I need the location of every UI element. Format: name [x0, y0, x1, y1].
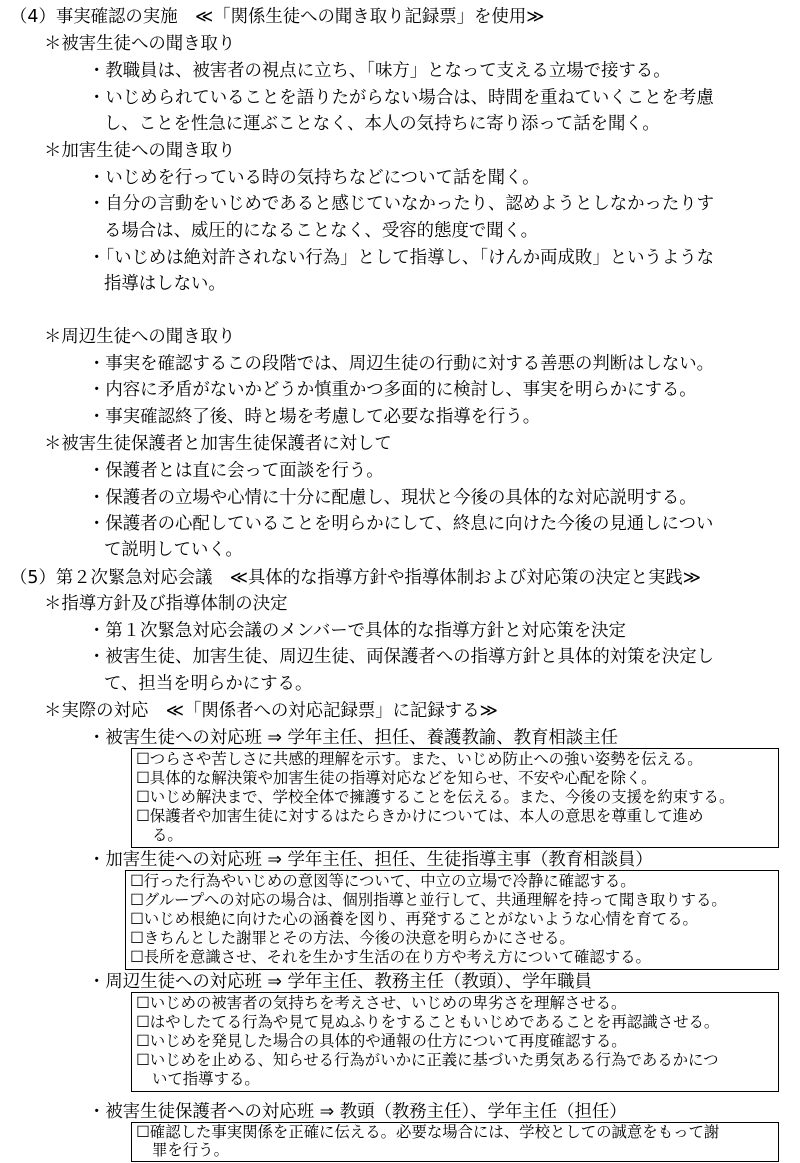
checklist-item: ☐いじめ根絶に向けた心の涵養を図り、再発することがないような心情を育てる。 [130, 910, 698, 928]
list-item: ・第１次緊急対応会議のメンバーで具体的な指導方針と対応策を決定 [88, 621, 626, 641]
list-item-continuation: し、ことを性急に運ぶことなく、本人の気持ちに寄り添って話を聞く。 [104, 114, 660, 134]
list-item: ・事実を確認するこの段階では、周辺生徒の行動に対する善悪の判断はしない。 [88, 354, 715, 374]
checklist-item: ☐具体的な解決策や加害生徒の指導対応などを知らせ、不安や心配を除く。 [136, 769, 657, 787]
section-5-heading: （5）第２次緊急対応会議 ≪具体的な指導方針や指導体制および対応策の決定と実践≫ [10, 568, 701, 588]
checklist-item: ☐保護者や加害生徒に対するはたらきかけについては、本人の意思を尊重して進め [136, 807, 704, 825]
checklist-box-victim [131, 748, 779, 848]
list-item: ・保護者の立場や心情に十分に配慮し、現状と今後の具体的な対応説明する。 [88, 488, 697, 508]
checklist-item: ☐いじめを発見した場合の具体的や通報の仕方について再度確認する。 [136, 1032, 627, 1050]
list-item: ・「いじめは絶対許されない行為」として指導し、「けんか両成敗」というような [88, 248, 715, 268]
victim-interview-title: ＊被害生徒への聞き取り [44, 34, 236, 54]
team-heading-surrounding: ・周辺生徒への対応班 ⇒ 学年主任、教務主任（教頭）、学年職員 [88, 972, 592, 992]
policy-decision-title: ＊指導方針及び指導体制の決定 [44, 594, 288, 614]
checklist-item: ☐グループへの対応の場合は、個別指導と並行して、共通理解を持って聞き取りする。 [130, 891, 727, 909]
team-heading-perpetrator: ・加害生徒への対応班 ⇒ 学年主任、担任、生徒指導主事（教育相談員） [88, 850, 653, 870]
actual-response-title: ＊実際の対応 ≪「関係者への対応記録票」に記録する≫ [44, 701, 498, 721]
list-item: ・いじめを行っている時の気持ちなどについて話を聞く。 [88, 168, 540, 188]
checklist-item: ☐いじめを止める、知らせる行為がいかに正義に基づいた勇気ある行為であるかにつ [136, 1051, 719, 1069]
list-item: ・保護者とは直に会って面談を行う。 [88, 461, 384, 481]
checklist-item: ☐つらさや苦しさに共感的理解を示す。また、いじめ防止への強い姿勢を伝える。 [136, 750, 703, 768]
checklist-item: ☐行った行為やいじめの意図等について、中立の立場で冷静に確認する。 [130, 872, 636, 890]
checklist-box-perpetrator [125, 870, 779, 970]
guardians-title: ＊被害生徒保護者と加害生徒保護者に対して [44, 434, 392, 454]
checklist-item: ☐はやしたてる行為や見て見ぬふりをすることもいじめであることを再認識させる。 [136, 1013, 720, 1031]
checklist-item-continuation: 罪を行う。 [152, 1141, 229, 1159]
surrounding-interview-title: ＊周辺生徒への聞き取り [44, 327, 236, 347]
checklist-item: ☐長所を意識させ、それを生かす生活の在り方や考え方について確認する。 [130, 948, 651, 966]
checklist-box-victim-guardian [131, 1122, 779, 1162]
checklist-item: ☐いじめの被害者の気持ちを考えさせ、いじめの卑劣さを理解させる。 [136, 994, 627, 1012]
list-item: ・事実確認終了後、時と場を考慮して必要な指導を行う。 [88, 407, 541, 427]
list-item-continuation: て説明していく。 [104, 540, 243, 560]
list-item-continuation: て、担当を明らかにする。 [104, 674, 313, 694]
list-item: ・いじめられていることを語りたがらない場合は、時間を重ねていくことを考慮 [88, 88, 714, 108]
list-item-continuation: 指導はしない。 [104, 274, 226, 294]
team-heading-victim: ・被害生徒への対応班 ⇒ 学年主任、担任、養護教諭、教育相談主任 [88, 728, 618, 748]
list-item: ・教職員は、被害者の視点に立ち、「味方」となって支える立場で接する。 [88, 61, 671, 81]
checklist-box-surrounding [131, 992, 779, 1092]
list-item: ・保護者の心配していることを明らかにして、終息に向けた今後の見通しについ [88, 514, 714, 534]
section-4-heading: （4）事実確認の実施 ≪「関係生徒への聞き取り記録票」を使用≫ [10, 7, 545, 27]
checklist-item-continuation: る。 [152, 826, 183, 844]
perpetrator-interview-title: ＊加害生徒への聞き取り [44, 141, 236, 161]
list-item: ・被害生徒、加害生徒、周辺生徒、両保護者への指導方針と具体的対策を決定し [88, 647, 715, 667]
team-heading-victim-guardian: ・被害生徒保護者への対応班 ⇒ 教頭（教務主任）、学年主任（担任） [88, 1102, 627, 1122]
checklist-item: ☐きちんとした謝罪とその方法、今後の決意を明らかにさせる。 [130, 929, 575, 947]
checklist-item: ☐いじめ解決まで、学校全体で擁護することを伝える。また、今後の支援を約束する。 [136, 788, 735, 806]
list-item: ・内容に矛盾がないかどうか慎重かつ多面的に検討し、事実を明らかにする。 [88, 380, 697, 400]
checklist-item: ☐確認した事実関係を正確に伝える。必要な場合には、学校としての誠意をもって謝 [136, 1123, 720, 1141]
checklist-item-continuation: いて指導する。 [152, 1070, 260, 1088]
list-item-continuation: る場合は、威圧的になることなく、受容的態度で聞く。 [104, 221, 539, 241]
list-item: ・自分の言動をいじめであると感じていなかったり、認めようとしなかったりす [88, 194, 715, 214]
